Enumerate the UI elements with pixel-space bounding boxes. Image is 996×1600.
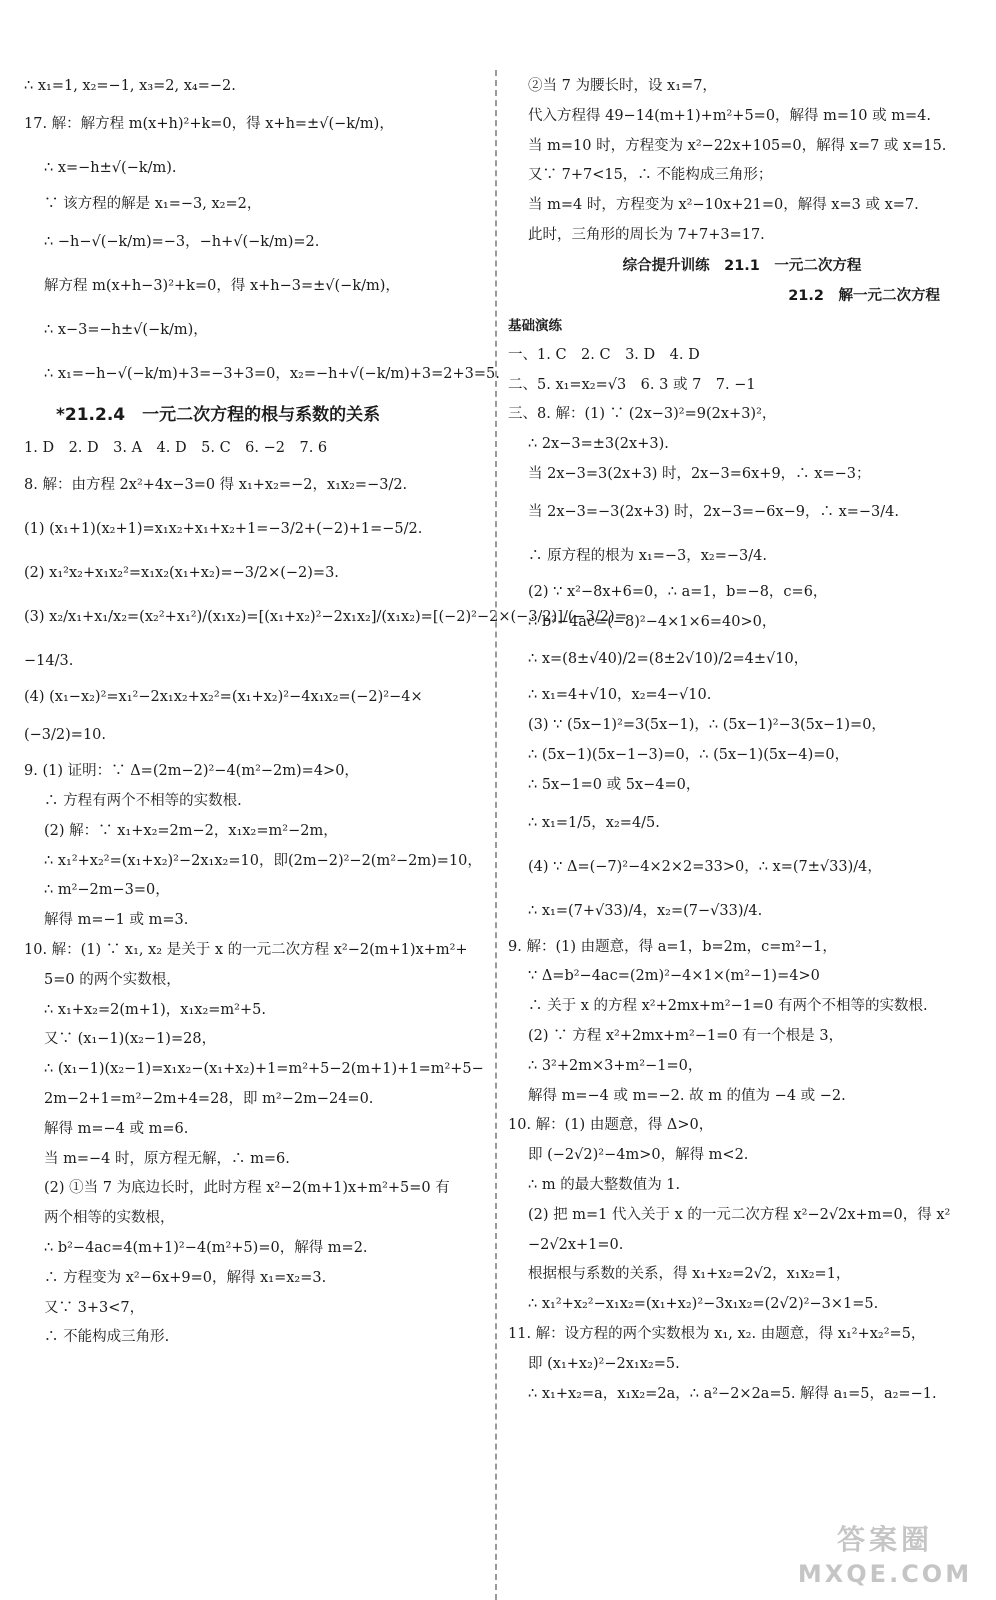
answer-line: 解方程 m(x+h−3)²+k=0，得 x+h−3=±√(−k/m)， (44, 277, 400, 294)
answer-line: ∴ 关于 x 的方程 x²+2mx+m²−1=0 有两个不相等的实数根. (528, 998, 928, 1015)
answer-line: ∴ 不能构成三角形. (44, 1329, 170, 1346)
answer-line: ∴ x₁=1/5，x₂=4/5. (528, 814, 660, 831)
answer-line: ∴ x₁=4+√10，x₂=4−√10. (528, 687, 712, 704)
answer-line: ∴ m²−2m−3=0， (44, 882, 170, 899)
answer-line: ∴ −h−√(−k/m)=−3，−h+√(−k/m)=2. (44, 233, 320, 250)
answer-line: ∵ Δ=b²−4ac=(2m)²−4×1×(m²−1)=4>0 (528, 968, 820, 985)
answer-line: (2) 把 m=1 代入关于 x 的一元二次方程 x²−2√2x+m=0，得 x² (528, 1206, 951, 1223)
answer-line: 又∵ 3+3<7， (44, 1299, 145, 1316)
answer-line: (2) ∵ x²−8x+6=0，∴ a=1，b=−8，c=6， (528, 583, 828, 600)
answer-line: ∴ 方程变为 x²−6x+9=0，解得 x₁=x₂=3. (44, 1269, 327, 1286)
watermark-url: MXQE.COM (797, 1560, 973, 1588)
answer-line: ∴ x=(8±√40)/2=(8±2√10)/2=4±√10， (528, 651, 809, 668)
answer-line: (2) 解：∵ x₁+x₂=2m−2，x₁x₂=m²−2m， (44, 822, 338, 839)
answer-line: 10. 解：(1) ∵ x₁, x₂ 是关于 x 的一元二次方程 x²−2(m+1)x+m²+ (24, 941, 468, 958)
answer-line: ∴ x₁=1, x₂=−1, x₃=2, x₄=−2. (24, 78, 236, 94)
answer-line: 11. 解：设方程的两个实数根为 x₁, x₂. 由题意，得 x₁²+x₂²=5， (508, 1325, 926, 1342)
answer-line: 即 (x₁+x₂)²−2x₁x₂=5. (528, 1355, 680, 1372)
answer-line: 解得 m=−4 或 m=6. (44, 1120, 189, 1137)
answer-line: (2) ①当 7 为底边长时，此时方程 x²−2(m+1)x+m²+5=0 有 (44, 1180, 450, 1197)
chapter-title: 综合提升训练 21.1 一元二次方程 (622, 257, 862, 274)
answer-line: 三、8. 解：(1) ∵ (2x−3)²=9(2x+3)²， (508, 406, 777, 423)
answer-line: 2m−2+1=m²−2m+4=28，即 m²−2m−24=0. (44, 1090, 374, 1107)
answer-line: (1) (x₁+1)(x₂+1)=x₁x₂+x₁+x₂+1=−3/2+(−2)+1=−5/2. (24, 521, 423, 538)
section-subtitle: 21.2 解一元二次方程 (788, 287, 940, 304)
answer-line: ∵ 该方程的解是 x₁=−3, x₂=2， (44, 195, 262, 212)
answer-line: 当 m=−4 时，原方程无解，∴ m=6. (44, 1150, 290, 1167)
answer-line: 17. 解：解方程 m(x+h)²+k=0，得 x+h=±√(−k/m)， (24, 115, 394, 132)
answer-line: ∴ (x₁−1)(x₂−1)=x₁x₂−(x₁+x₂)+1=m²+5−2(m+1)+1=m²+5− (44, 1061, 484, 1078)
right-column (508, 72, 976, 1409)
answer-line: 8. 解：由方程 2x²+4x−3=0 得 x₁+x₂=−2，x₁x₂=−3/2. (24, 477, 408, 494)
answer-line: 二、5. x₁=x₂=√3 6. 3 或 7 7. −1 (508, 376, 756, 393)
answer-line: 解得 m=−1 或 m=3. (44, 912, 189, 929)
answer-line: ∴ 5x−1=0 或 5x−4=0， (528, 776, 701, 793)
answer-line: 又∵ (x₁−1)(x₂−1)=28， (44, 1031, 217, 1048)
answer-line: ∴ 原方程的根为 x₁=−3，x₂=−3/4. (528, 547, 767, 564)
answer-line: 当 m=4 时，方程变为 x²−10x+21=0，解得 x=3 或 x=7. (528, 197, 919, 214)
answer-line: 10. 解：(1) 由题意，得 Δ>0， (508, 1117, 714, 1134)
answer-line: (2) x₁²x₂+x₁x₂²=x₁x₂(x₁+x₂)=−3/2×(−2)=3. (24, 565, 339, 582)
answer-line: ∴ x₁=(7+√33)/4，x₂=(7−√33)/4. (528, 902, 763, 919)
answer-line: ∴ 2x−3=±3(2x+3). (528, 436, 669, 453)
answer-line: ∴ (5x−1)(5x−1−3)=0，∴ (5x−1)(5x−4)=0， (528, 746, 850, 763)
column-divider (495, 70, 497, 1600)
answer-line: (3) x₂/x₁+x₁/x₂=(x₂²+x₁²)/(x₁x₂)=[(x₁+x₂)²−2x₁x₂]/(x₁x₂)=[(−2)²−2×(−3/2)]/(−3/2)= (24, 609, 627, 626)
answer-line: ∴ x₁²+x₂²−x₁x₂=(x₁+x₂)²−3x₁x₂=(2√2)²−3×1=5. (528, 1296, 879, 1313)
answer-line: 一、1. C 2. C 3. D 4. D (508, 346, 700, 363)
answer-line: 代入方程得 49−14(m+1)+m²+5=0，解得 m=10 或 m=4. (528, 107, 931, 124)
answer-line: −2√2x+1=0. (528, 1236, 624, 1253)
answer-line: ②当 7 为腰长时，设 x₁=7， (528, 78, 717, 94)
answer-line: (4) (x₁−x₂)²=x₁²−2x₁x₂+x₂²=(x₁+x₂)²−4x₁x₂=(−2)²−4× (24, 689, 423, 706)
section-title: *21.2.4 一元二次方程的根与系数的关系 (56, 404, 381, 425)
answer-line: 此时，三角形的周长为 7+7+3=17. (528, 226, 765, 243)
answer-line: ∴ x₁+x₂=2(m+1)，x₁x₂=m²+5. (44, 1001, 266, 1018)
answer-line: ∴ b²−4ac=(−8)²−4×1×6=40>0， (528, 613, 777, 630)
answer-line: (−3/2)=10. (24, 727, 107, 744)
answer-line: ∴ x₁²+x₂²=(x₁+x₂)²−2x₁x₂=10，即(2m−2)²−2(m²−2m)=10， (44, 852, 482, 869)
answer-line: (3) ∵ (5x−1)²=3(5x−1)，∴ (5x−1)²−3(5x−1)=0， (528, 717, 886, 734)
answer-line: ∴ b²−4ac=4(m+1)²−4(m²+5)=0，解得 m=2. (44, 1239, 368, 1256)
answer-line: ∴ x=−h±√(−k/m). (44, 159, 177, 176)
answer-line: 当 m=10 时，方程变为 x²−22x+105=0，解得 x=7 或 x=15. (528, 137, 947, 154)
answer-line: 9. 解：(1) 由题意，得 a=1，b=2m，c=m²−1， (508, 938, 837, 955)
answer-line: (4) ∵ Δ=(−7)²−4×2×2=33>0，∴ x=(7±√33)/4， (528, 858, 882, 875)
answer-line: ∴ x₁+x₂=a，x₁x₂=2a，∴ a²−2×2a=5. 解得 a₁=5，a₂=−1. (528, 1385, 937, 1402)
answer-line: ∴ 方程有两个不相等的实数根. (44, 792, 242, 809)
answer-line: 5=0 的两个实数根， (44, 971, 181, 988)
subsection-heading: 基础演练 (508, 317, 562, 334)
answer-line: ∴ 3²+2m×3+m²−1=0， (528, 1057, 703, 1074)
answer-line: 根据根与系数的关系，得 x₁+x₂=2√2，x₁x₂=1， (528, 1266, 851, 1283)
answer-line: ∴ x₁=−h−√(−k/m)+3=−3+3=0，x₂=−h+√(−k/m)+3=2+3=5. (44, 365, 500, 382)
answer-line: 9. (1) 证明：∵ Δ=(2m−2)²−4(m²−2m)=4>0， (24, 763, 359, 780)
answer-line: 又∵ 7+7<15，∴ 不能构成三角形； (528, 167, 773, 184)
answer-line: 两个相等的实数根， (44, 1210, 175, 1227)
answer-line: 当 2x−3=3(2x+3) 时，2x−3=6x+9，∴ x=−3； (528, 465, 871, 482)
answer-line: 当 2x−3=−3(2x+3) 时，2x−3=−6x−9，∴ x=−3/4. (528, 503, 899, 520)
answer-line: (2) ∵ 方程 x²+2mx+m²−1=0 有一个根是 3， (528, 1027, 844, 1044)
site-watermark (790, 1522, 980, 1594)
answer-line: ∴ x−3=−h±√(−k/m)， (44, 321, 208, 338)
answer-line: 即 (−2√2)²−4m>0，解得 m<2. (528, 1147, 749, 1164)
answer-line: ∴ m 的最大整数值为 1. (528, 1176, 681, 1193)
answer-line: 解得 m=−4 或 m=−2. 故 m 的值为 −4 或 −2. (528, 1087, 846, 1104)
answer-line: 1. D 2. D 3. A 4. D 5. C 6. −2 7. 6 (24, 439, 328, 456)
answer-line: −14/3. (24, 653, 74, 670)
watermark-logo-text: 答案圈 (836, 1523, 933, 1556)
